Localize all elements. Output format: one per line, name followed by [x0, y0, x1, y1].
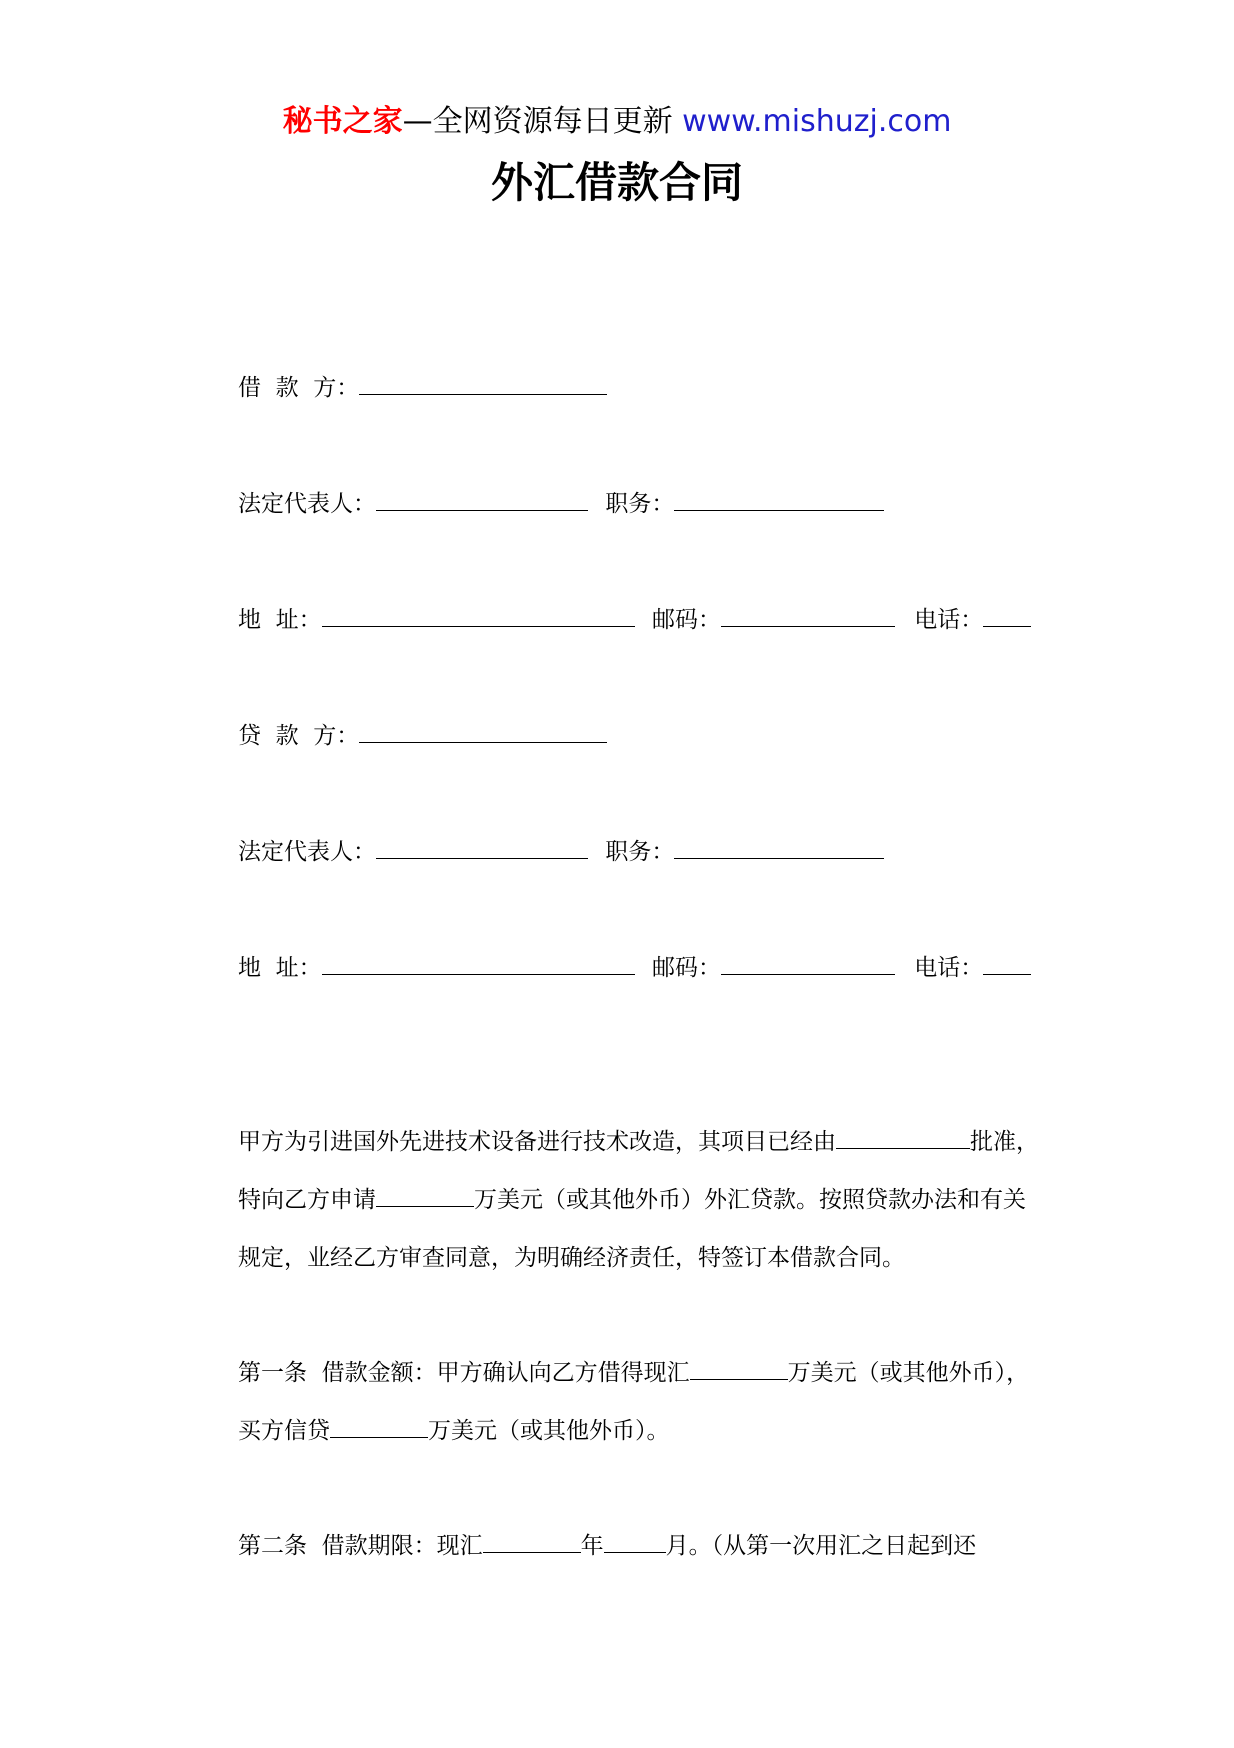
lender-party-label: 贷 款 方：	[238, 723, 360, 749]
borrower-address-blank[interactable]	[322, 600, 635, 627]
preamble-text-2: 批准，特向乙方申请	[238, 1129, 1039, 1213]
preamble-paragraph	[188, 1113, 1043, 1287]
buyer-credit-amount-blank[interactable]	[330, 1411, 428, 1438]
lender-postcode-label: 邮码：	[651, 955, 721, 981]
borrower-phone-blank[interactable]	[983, 600, 1031, 627]
borrower-postcode-blank[interactable]	[721, 600, 895, 627]
lender-phone-blank[interactable]	[983, 948, 1031, 975]
lender-postcode-blank[interactable]	[721, 948, 895, 975]
borrower-rep-line	[238, 484, 884, 520]
borrower-rep-label: 法定代表人：	[238, 491, 376, 517]
borrower-rep-blank[interactable]	[376, 484, 588, 511]
article-1-text-1: 第一条 借款金额：甲方确认向乙方借得现汇	[238, 1360, 690, 1386]
borrower-phone-label: 电话：	[914, 607, 984, 633]
borrower-address-line	[238, 600, 1031, 636]
article-2-text-3: 月。（从第一次用汇之日起到还	[665, 1533, 977, 1559]
article-1-paragraph	[188, 1344, 1043, 1460]
article-1-text-3: 万美元（或其他外币）。	[428, 1418, 670, 1444]
term-months-blank[interactable]	[604, 1526, 666, 1553]
borrower-party-label: 借 款 方：	[238, 375, 360, 401]
article-2-text-2: 年	[580, 1533, 604, 1559]
borrower-party-blank[interactable]	[359, 368, 607, 395]
banner-url-link[interactable]: www.mishuzj.com	[682, 104, 952, 139]
lender-phone-label: 电话：	[914, 955, 984, 981]
borrower-party-line	[238, 368, 607, 404]
preamble-text-1: 甲方为引进国外先进技术设备进行技术改造，其项目已经由	[238, 1129, 836, 1155]
borrower-position-blank[interactable]	[674, 484, 884, 511]
lender-rep-label: 法定代表人：	[238, 839, 376, 865]
lender-address-label: 地 址：	[238, 955, 322, 981]
lender-rep-blank[interactable]	[376, 832, 588, 859]
lender-address-line	[238, 948, 1031, 984]
lender-rep-line	[238, 832, 884, 868]
lender-address-blank[interactable]	[322, 948, 635, 975]
article-2-paragraph	[188, 1517, 1043, 1575]
article-2-text-1: 第二条 借款期限：现汇	[238, 1533, 483, 1559]
loan-amount-blank[interactable]	[376, 1180, 474, 1207]
cash-amount-blank[interactable]	[690, 1353, 788, 1380]
borrower-position-label: 职务：	[605, 491, 675, 517]
document-title: 外汇借款合同	[490, 158, 743, 207]
site-banner	[0, 102, 1234, 142]
preamble-text-3: 万美元（或其他外币）外汇贷款。按照贷款办法和有关规定，业经乙方审查同意，为明确经济责任，特签订本借款合同。	[238, 1187, 1026, 1271]
banner-brand: 秘书之家	[282, 104, 403, 139]
approver-blank[interactable]	[836, 1122, 970, 1149]
lender-position-blank[interactable]	[674, 832, 884, 859]
lender-position-label: 职务：	[605, 839, 675, 865]
borrower-address-label: 地 址：	[238, 607, 322, 633]
banner-dash: —	[402, 104, 433, 139]
borrower-postcode-label: 邮码：	[651, 607, 721, 633]
banner-slogan: 全网资源每日更新	[432, 104, 673, 139]
lender-party-blank[interactable]	[359, 716, 607, 743]
lender-party-line	[238, 716, 607, 752]
term-years-blank[interactable]	[483, 1526, 581, 1553]
article-1-text-2: 万美元（或其他外币），买方信贷	[238, 1360, 1030, 1444]
